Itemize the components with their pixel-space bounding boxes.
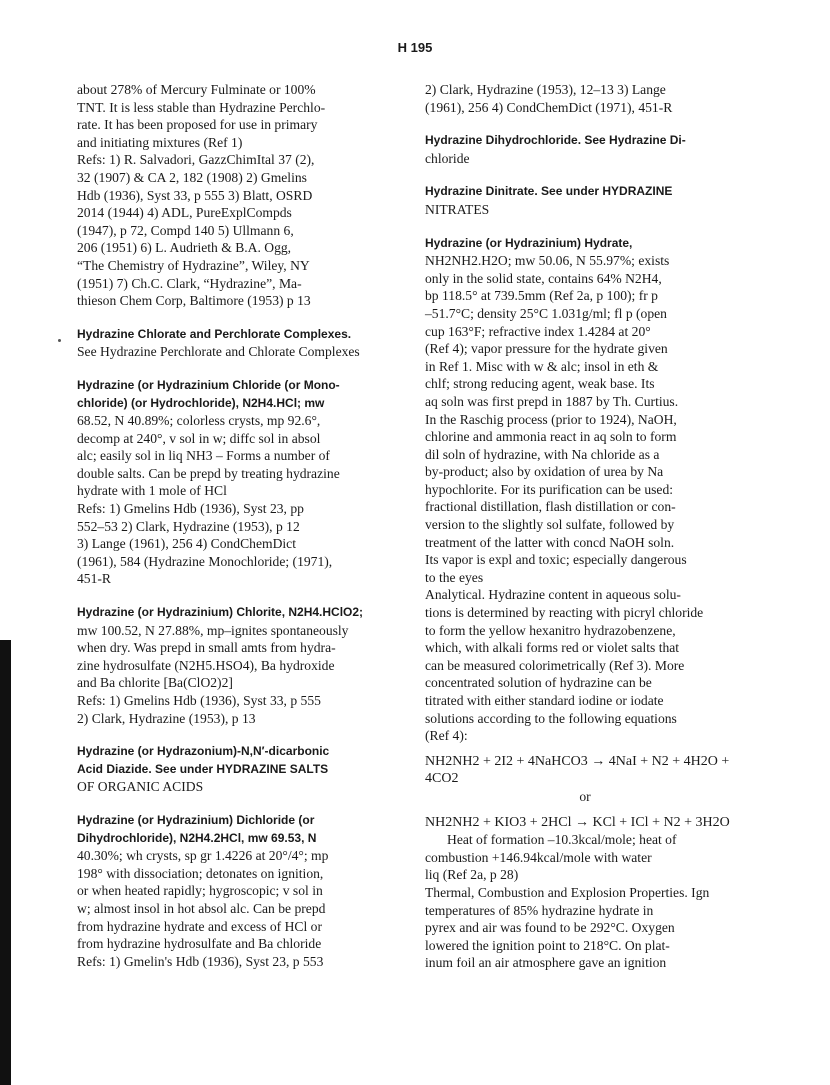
text-line: hydrate with 1 mole of HCl (77, 483, 227, 499)
text-line: 2014 (1944) 4) ADL, PureExplCompds (77, 205, 292, 221)
text-line: NH2NH2.H2O; mw 50.06, N 55.97%; exists (425, 253, 670, 269)
text-line: by-product; also by oxidation of urea by Na (425, 464, 664, 480)
text-line: Heat of formation –10.3kcal/mole; heat of (447, 832, 677, 848)
text-line: chloride (425, 150, 470, 166)
text-line: 2) Clark, Hydrazine (1953), 12–13 3) Lange (425, 82, 666, 97)
text-line: bp 118.5° at 739.5mm (Ref 2a, p 100); fr p (425, 288, 658, 304)
text-line: –51.7°C; density 25°C 1.031g/ml; fl p (open (425, 305, 667, 321)
text-line: temperatures of 85% hydrazine hydrate in (425, 902, 654, 918)
text-line: 206 (1951) 6) L. Audrieth & B.A. Ogg, (77, 240, 292, 256)
text-line: treatment of the latter with concd NaOH soln. (425, 534, 675, 550)
text-line: OF ORGANIC ACIDS (77, 779, 204, 795)
text-line: (Ref 4); vapor pressure for the hydrate given (425, 341, 668, 357)
equation-line: 4CO2 (425, 771, 459, 787)
text-line: zine hydrosulfate (N2H5.HSO4), Ba hydroxide (77, 657, 335, 673)
text-line: 2) Clark, Hydrazine (1953), p 13 (77, 710, 256, 726)
text-line: to form the yellow hexanitro hydrazobenzene, (425, 622, 676, 638)
text-line: TNT. It is less stable than Hydrazine Perchlo- (77, 99, 326, 115)
equation-separator: or (579, 788, 591, 804)
text-line: In the Raschig process (prior to 1924), NaOH, (425, 411, 677, 427)
scan-edge-bar (0, 640, 11, 1085)
text-line: version to the slightly sol sulfate, followed by (425, 517, 675, 533)
refs-line: Refs: 1) Gmelins Hdb (1936), Syst 33, p 555 (77, 693, 321, 708)
text-line: double salts. Can be prepd by treating hydrazine (77, 465, 340, 481)
text-line: 68.52, N 40.89%; colorless crysts, mp 92.6°, (77, 413, 321, 429)
text-line: in Ref 1. Misc with w & alc; insol in eth & (425, 358, 659, 374)
text-line: NITRATES (425, 201, 490, 217)
right-column (425, 81, 745, 972)
text-line: solutions according to the following equations (425, 710, 677, 726)
scan-speck (58, 339, 61, 342)
entry-heading: Hydrazine (or Hydrazinium) Dichloride (or (77, 812, 315, 827)
equation-line: NH2NH2 + 2I2 + 4NaHCO3 → 4NaI + N2 + 4H2O + (425, 753, 730, 769)
text-line: lowered the ignition point to 218°C. On plat- (425, 937, 670, 953)
text-line: rate. It has been proposed for use in primary (77, 117, 318, 133)
text-line: combustion +146.94kcal/mole with water (425, 849, 652, 865)
text-line: aq soln was first prepd in 1887 by Th. Curtius. (425, 393, 679, 409)
text-line: and initiating mixtures (Ref 1) (77, 134, 243, 150)
entry-heading: Hydrazine (or Hydrazinium) Hydrate, (425, 235, 633, 250)
text-line: about 278% of Mercury Fulminate or 100% (77, 82, 316, 97)
text-line: 32 (1907) & CA 2, 182 (1908) 2) Gmelins (77, 169, 307, 185)
text-line: 40.30%; wh crysts, sp gr 1.4226 at 20°/4°; mp (77, 848, 329, 864)
text-line: 198° with dissociation; detonates on ignition, (77, 865, 324, 881)
text-line: hypochlorite. For its purification can be used: (425, 481, 674, 497)
text-line: liq (Ref 2a, p 28) (425, 867, 519, 883)
text-line: 451-R (77, 571, 111, 587)
text-line: (1951) 7) Ch.C. Clark, “Hydrazine”, Ma- (77, 275, 302, 291)
text-line: 552–53 2) Clark, Hydrazine (1953), p 12 (77, 518, 300, 534)
text-line: from hydrazine hydrate and excess of HCl or (77, 918, 322, 934)
entry-heading: Acid Diazide. See under HYDRAZINE SALTS (77, 761, 329, 776)
entry-heading: chloride) (or Hydrochloride), N2H4.HCl; mw (77, 395, 325, 410)
entry-heading: Hydrazine Dinitrate. See under HYDRAZINE (425, 184, 673, 199)
text-line: (1947), p 72, Compd 140 5) Ullmann 6, (77, 222, 294, 238)
refs-line: Refs: 1) R. Salvadori, GazzChimItal 37 (2), (77, 152, 315, 168)
text-line: only in the solid state, contains 64% N2H4, (425, 270, 662, 286)
entry-heading: Dihydrochloride), N2H4.2HCl, mw 69.53, N (77, 830, 317, 845)
entry-heading: Hydrazine (or Hydrazinium Chloride (or Mono- (77, 377, 340, 392)
text-line: mw 100.52, N 27.88%, mp–ignites spontaneously (77, 622, 349, 638)
text-line: (1961), 256 4) CondChemDict (1971), 451-R (425, 99, 673, 115)
entry-heading: Hydrazine (or Hydrazinium) Chlorite, N2H4.HClO2; (77, 605, 364, 620)
text-line: when dry. Was prepd in small amts from hydra- (77, 640, 336, 656)
text-line: and Ba chlorite [Ba(ClO2)2] (77, 675, 233, 691)
text-line: 3) Lange (1961), 256 4) CondChemDict (77, 536, 296, 552)
page-header: H 195 (397, 40, 433, 55)
analytical-line: Analytical. Hydrazine content in aqueous solu- (425, 587, 681, 603)
equation-line: NH2NH2 + KIO3 + 2HCl → KCl + ICl + N2 + 3H2O (425, 814, 730, 830)
text-line: decomp at 240°, v sol in w; diffc sol in absol (77, 430, 321, 446)
entry-heading: Hydrazine Dihydrochloride. See Hydrazine Di- (425, 133, 686, 148)
text-line: “The Chemistry of Hydrazine”, Wiley, NY (77, 257, 310, 273)
text-line: fractional distillation, flash distillation or con- (425, 499, 676, 515)
text-line: titrated with either standard iodine or iodate (425, 693, 664, 708)
text-line: which, with alkali forms red or violet salts that (425, 640, 680, 656)
text-line: Its vapor is expl and toxic; especially dangerous (425, 552, 687, 568)
text-line: can be measured colorimetrically (Ref 3). More (425, 657, 685, 673)
text-line: or when heated rapidly; hygroscopic; v sol in (77, 883, 323, 899)
text-line: to the eyes (425, 569, 484, 585)
section-line: Thermal, Combustion and Explosion Properties. Ign (425, 884, 710, 900)
text-line: cup 163°F; refractive index 1.4284 at 20° (425, 323, 651, 339)
entry-heading: Hydrazine (or Hydrazonium)-N,N′-dicarbonic (77, 744, 330, 759)
refs-line: Refs: 1) Gmelin's Hdb (1936), Syst 23, p 553 (77, 953, 324, 969)
text-line: chlf; strong reducing agent, weak base. Its (425, 376, 655, 392)
text-line: dil soln of hydrazine, with Na chloride as a (425, 446, 660, 462)
text-line: alc; easily sol in liq NH3 – Forms a number of (77, 448, 330, 464)
text-line: (Ref 4): (425, 728, 468, 744)
left-column (77, 81, 384, 970)
text-line: concentrated solution of hydrazine can be (425, 675, 652, 691)
text-line: See Hydrazine Perchlorate and Chlorate Complexes (77, 344, 360, 360)
text-line: chlorine and ammonia react in aq soln to form (425, 429, 677, 445)
text-line: (1961), 584 (Hydrazine Monochloride; (1971), (77, 553, 333, 569)
text-line: thieson Chem Corp, Baltimore (1953) p 13 (77, 293, 311, 309)
text-line: Hdb (1936), Syst 33, p 555 3) Blatt, OSRD (77, 187, 313, 203)
text-line: inum foil an air atmosphere gave an ignition (425, 955, 667, 971)
text-line: pyrex and air was found to be 292°C. Oxygen (425, 920, 675, 936)
refs-line: Refs: 1) Gmelins Hdb (1936), Syst 23, pp (77, 501, 304, 517)
text-line: tions is determined by reacting with picryl chloride (425, 605, 704, 621)
entry-heading: Hydrazine Chlorate and Perchlorate Complexes. (77, 326, 352, 341)
text-line: w; almost insol in hot absol alc. Can be prepd (77, 900, 326, 916)
text-line: from hydrazine hydrosulfate and Ba chloride (77, 936, 322, 952)
